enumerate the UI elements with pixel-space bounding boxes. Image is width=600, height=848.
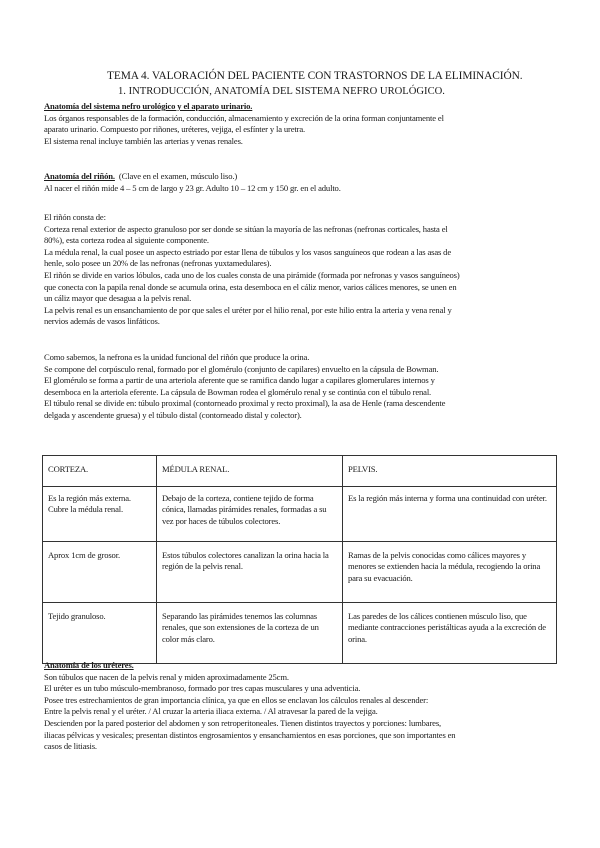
paragraph-line: Posee tres estrechamientos de gran importancia clínica, ya que en ellos se enclavan los cálculos renales al descender: xyxy=(44,694,429,705)
paragraph-line: que conecta con la papila renal donde se acumula orina, esta desemboca en el cáliz menor, varios cálices menores, se unen en xyxy=(44,281,457,292)
section-subtitle: 1. INTRODUCCIÓN, ANATOMÍA DEL SISTEMA NEFRO UROLÓGICO. xyxy=(118,86,445,97)
table-row xyxy=(43,603,557,664)
table-cell: Debajo de la corteza, contiene tejido de forma cónica, llamadas pirámides renales, formadas a su vez por haces de túbulos colectores. xyxy=(157,487,343,542)
paragraph-line: Son túbulos que nacen de la pelvis renal y miden aproximadamente 25cm. xyxy=(44,671,289,682)
paragraph-line: El riñón se divide en varios lóbulos, cada uno de los cuales consta de una pirámide (formada por nefronas y vasos sanguíneos) xyxy=(44,269,460,280)
table-cell: Las paredes de los cálices contienen músculo liso, que mediante contracciones peristálticas ayuda a la excreción de orina. xyxy=(343,603,557,664)
table-cell: Tejido granuloso. xyxy=(43,603,157,664)
ureters-section xyxy=(44,660,556,753)
header-corteza: CORTEZA. xyxy=(43,456,157,487)
kidney-anatomy-section xyxy=(44,171,556,194)
table-cell: Es la región más interna y forma una continuidad con uréter. xyxy=(343,487,557,542)
kidney-note: (Clave en el examen, músculo liso.) xyxy=(118,171,238,181)
paragraph-line: El túbulo renal se divide en: túbulo proximal (contorneado proximal y recto proximal), la asa de Henle (rama descendente xyxy=(44,398,446,409)
ureters-heading: Anatomía de los uréteres. xyxy=(44,660,134,670)
paragraph-line: La pelvis renal es un ensanchamiento de por que sales el uréter por el hilio renal, por este hilio entra la arteria y vena renal y xyxy=(44,304,452,315)
header-pelvis: PELVIS. xyxy=(343,456,557,487)
table-cell: Separando las pirámides tenemos las columnas renales, que son extensiones de la corteza de un color más claro. xyxy=(157,603,343,664)
table-row xyxy=(43,487,557,542)
system-anatomy-heading: Anatomía del sistema nefro urológico y el aparato urinario. xyxy=(44,101,253,111)
kidney-parts-intro: El riñón consta de: xyxy=(44,212,106,222)
paragraph-line: Como sabemos, la nefrona es la unidad funcional del riñón que produce la orina. xyxy=(44,352,310,362)
table-cell: Aprox 1cm de grosor. xyxy=(43,542,157,603)
table-header-row xyxy=(43,456,557,487)
paragraph-line: Se compone del corpúsculo renal, formado por el glomérulo (conjunto de capilares) envuelto en la cápsula de Bowman. xyxy=(44,363,439,374)
header-medula-renal: MÉDULA RENAL. xyxy=(157,456,343,487)
paragraph-line: 80%), esta corteza rodea al siguiente componente. xyxy=(44,235,209,246)
paragraph-line: Corteza renal exterior de aspecto granuloso por ser donde se sitúan la mayoría de las nefronas (nefronas corticales, hasta el xyxy=(44,223,448,234)
kidney-heading-line xyxy=(44,171,556,183)
paragraph-line: delgada y ascendente gruesa) y el túbulo distal (contorneado distal y colector). xyxy=(44,409,302,420)
table-cell: Ramas de la pelvis conocidas como cálices mayores y menores se extienden hacia la médula, recogiendo la orina para su evacuación. xyxy=(343,542,557,603)
paragraph-line: nervios además de vasos linfáticos. xyxy=(44,316,160,327)
paragraph-line: Entre la pelvis renal y el uréter. / Al cruzar la arteria iliaca externa. / Al atravesar la pared de la vejiga. xyxy=(44,706,378,717)
kidney-parts-section xyxy=(44,212,556,328)
table-cell: Es la región más externa. Cubre la médula renal. xyxy=(43,487,157,542)
paragraph-line: Al nacer el riñón mide 4 – 5 cm de largo y 23 gr. Adulto 10 – 12 cm y 150 gr. en el adulto. xyxy=(44,182,341,193)
system-anatomy-section xyxy=(44,101,556,147)
paragraph-line: Los órganos responsables de la formación, conducción, almacenamiento y excreción de la orina forman conjuntamente el xyxy=(44,112,444,123)
paragraph-line: La médula renal, la cual posee un aspecto estriado por estar llena de túbulos y los vasos sanguíneos que rodean a las asas de xyxy=(44,246,451,257)
kidney-regions-table xyxy=(42,455,557,664)
paragraph-line: un cáliz mayor que desagua a la pelvis renal. xyxy=(44,293,192,304)
paragraph-line: casos de litiasis. xyxy=(44,741,97,752)
paragraph-line: El uréter es un tubo músculo-membranoso, formado por tres capas musculares y una adventicia. xyxy=(44,683,361,694)
paragraph-line: iliacas pélvicas y vesicales; presentan distintos engrosamientos y ensanchamientos en esas porciones, que son importantes en xyxy=(44,729,456,740)
page-title: TEMA 4. VALORACIÓN DEL PACIENTE CON TRASTORNOS DE LA ELIMINACIÓN. xyxy=(107,70,523,82)
paragraph-line: desemboca en la arteriola eferente. La cápsula de Bowman rodea el glomérulo renal y se continúa con el túbulo renal. xyxy=(44,386,432,397)
table-row xyxy=(43,542,557,603)
paragraph-line: El glomérulo se forma a partir de una arteriola aferente que se ramifica dando lugar a capilares glomerulares internos y xyxy=(44,375,435,386)
paragraph-line: aparato urinario. Compuesto por riñones, uréteres, vejiga, el esfínter y la uretra. xyxy=(44,124,306,135)
table-cell: Estos túbulos colectores canalizan la orina hacia la región de la pelvis renal. xyxy=(157,542,343,603)
paragraph-line: henle, solo posee un 20% de las nefronas (nefronas yuxtamedulares). xyxy=(44,258,272,269)
paragraph-line: El sistema renal incluye también las arterias y venas renales. xyxy=(44,135,243,146)
kidney-anatomy-heading: Anatomía del riñón. xyxy=(44,171,115,181)
nephron-section xyxy=(44,352,556,422)
paragraph-line: Descienden por la pared posterior del abdomen y son retroperitoneales. Tienen distintos trayectos y porciones: lumbares, xyxy=(44,717,442,728)
